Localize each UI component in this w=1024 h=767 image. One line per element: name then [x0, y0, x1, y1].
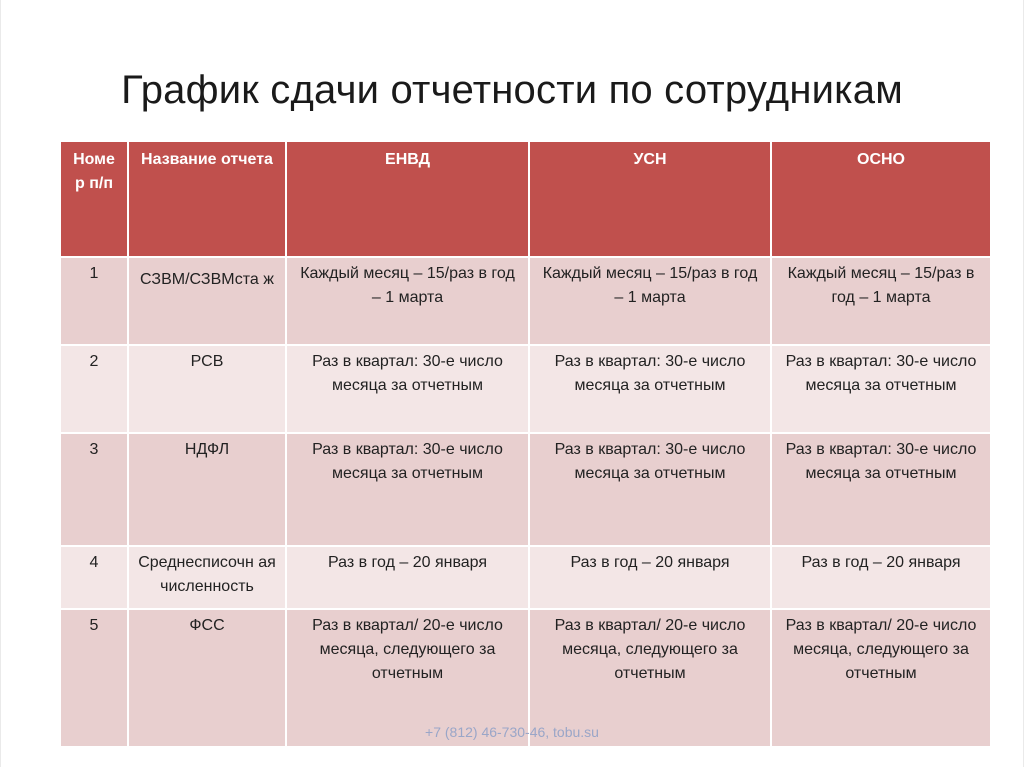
usn-deadline: Каждый месяц – 15/раз в год – 1 марта [529, 257, 771, 345]
row-number: 1 [60, 257, 128, 345]
envd-deadline: Раз в год – 20 января [286, 546, 529, 609]
report-name: Среднесписочн ая численность [128, 546, 286, 609]
report-name: НДФЛ [128, 433, 286, 546]
osno-deadline: Раз в квартал: 30-е число месяца за отчетным [771, 345, 991, 433]
header-osno: ОСНО [771, 141, 991, 257]
osno-deadline: Раз в квартал: 30-е число месяца за отчетным [771, 433, 991, 546]
footer-contact: +7 (812) 46-730-46, tobu.su [425, 724, 599, 740]
row-number: 5 [60, 609, 128, 747]
header-report-name: Название отчета [128, 141, 286, 257]
row-number: 3 [60, 433, 128, 546]
osno-deadline: Каждый месяц – 15/раз в год – 1 марта [771, 257, 991, 345]
usn-deadline: Раз в год – 20 января [529, 546, 771, 609]
header-number: Номе р п/п [60, 141, 128, 257]
report-name: ФСС [128, 609, 286, 747]
report-name: РСВ [128, 345, 286, 433]
row-number: 2 [60, 345, 128, 433]
table-row [60, 433, 991, 546]
report-name-text: СЗВМ/СЗВМста ж [140, 271, 274, 288]
header-usn: УСН [529, 141, 771, 257]
envd-deadline: Каждый месяц – 15/раз в год – 1 марта [286, 257, 529, 345]
table-row [60, 345, 991, 433]
page-title: График сдачи отчетности по сотрудникам [121, 68, 903, 112]
usn-deadline: Раз в квартал: 30-е число месяца за отчетным [529, 345, 771, 433]
usn-deadline: Раз в квартал/ 20-е число месяца, следующего за отчетным [529, 609, 771, 747]
table-header-row [60, 141, 991, 257]
osno-deadline: Раз в год – 20 января [771, 546, 991, 609]
envd-deadline: Раз в квартал: 30-е число месяца за отчетным [286, 433, 529, 546]
row-number: 4 [60, 546, 128, 609]
osno-deadline: Раз в квартал/ 20-е число месяца, следующего за отчетным [771, 609, 991, 747]
report-schedule-table [59, 140, 992, 748]
envd-deadline: Раз в квартал/ 20-е число месяца, следующего за отчетным [286, 609, 529, 747]
header-envd: ЕНВД [286, 141, 529, 257]
table-row [60, 546, 991, 609]
report-name [128, 257, 286, 345]
table-row [60, 257, 991, 345]
usn-deadline: Раз в квартал: 30-е число месяца за отчетным [529, 433, 771, 546]
envd-deadline: Раз в квартал: 30-е число месяца за отчетным [286, 345, 529, 433]
